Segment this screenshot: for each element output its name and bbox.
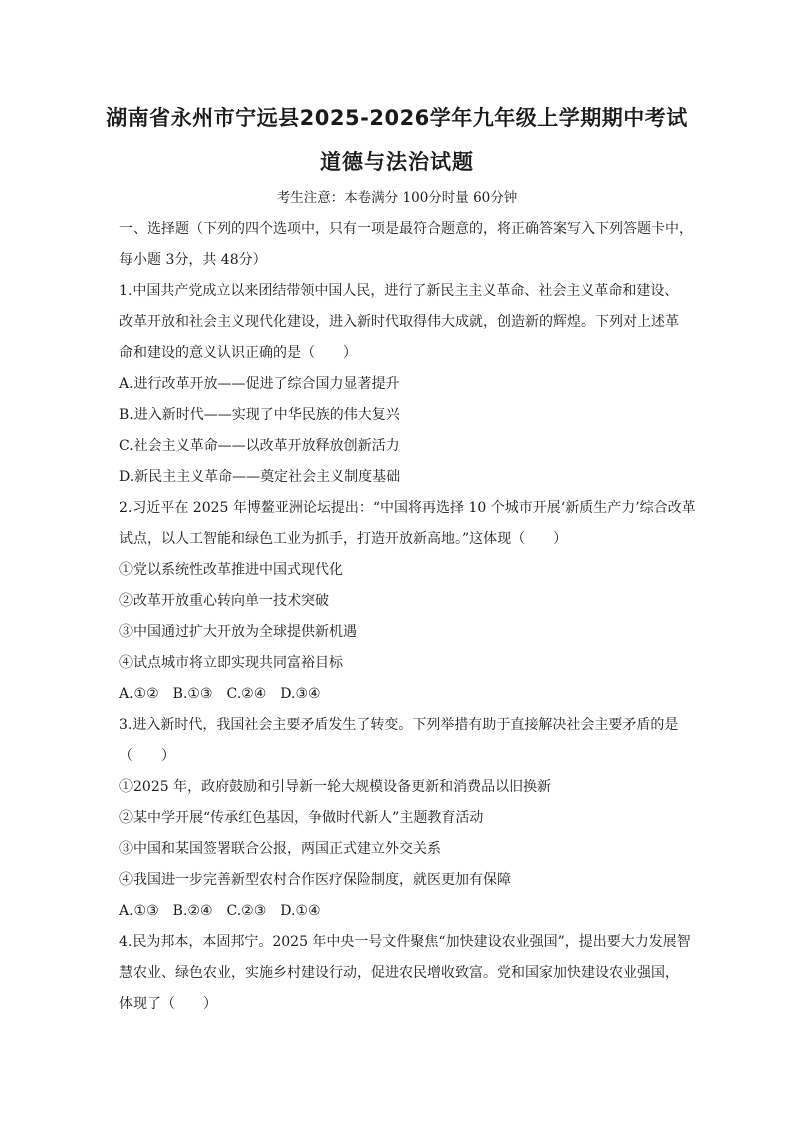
- question-2-options: A.①② B.①③ C.②④ D.③④: [119, 686, 321, 702]
- question-1-stem: 命和建设的意义认识正确的是（ ）: [119, 345, 357, 361]
- question-4-stem: 体现了（ ）: [119, 996, 217, 1012]
- question-2-stem: 试点，以人工智能和绿色工业为抓手，打造开放新高地。”这体现（ ）: [119, 531, 568, 547]
- question-3-options: A.①③ B.②④ C.②③ D.①④: [119, 903, 321, 919]
- question-3-statement: ④我国进一步完善新型农村合作医疗保险制度，就医更加有保障: [119, 872, 511, 888]
- question-3-statement: ②某中学开展“传承红色基因，争做时代新人”主题教育活动: [119, 810, 484, 826]
- question-1-option-c: C.社会主义革命——以改革开放释放创新活力: [119, 438, 400, 454]
- question-3-statement: ③中国和某国签署联合公报，两国正式建立外交关系: [119, 841, 441, 857]
- question-3-stem: （ ）: [119, 748, 175, 764]
- question-4-stem: 慧农业、绿色农业，实施乡村建设行动，促进农民增收致富。党和国家加快建设农业强国，: [119, 965, 679, 981]
- exam-subtitle: 道德与法治试题: [320, 150, 474, 174]
- question-2-statement: ②改革开放重心转向单一技术突破: [119, 593, 329, 609]
- question-1-stem: 改革开放和社会主义现代化建设，进入新时代取得伟大成就，创造新的辉煌。下列对上述革: [119, 314, 679, 330]
- section-heading: 一、选择题（下列的四个选项中，只有一项是最符合题意的，将正确答案写入下列答题卡中，: [119, 221, 693, 237]
- question-1-option-d: D.新民主主义革命——奠定社会主义制度基础: [119, 469, 401, 485]
- question-1-option-a: A.进行改革开放——促进了综合国力显著提升: [119, 376, 400, 392]
- candidate-notice: 考生注意：本卷满分 100分时量 60分钟: [276, 190, 518, 206]
- question-2-statement: ④试点城市将立即实现共同富裕目标: [119, 655, 343, 671]
- question-1-option-b: B.进入新时代——实现了中华民族的伟大复兴: [119, 407, 400, 423]
- exam-body: [119, 214, 696, 1020]
- question-2-statement: ③中国通过扩大开放为全球提供新机遇: [119, 624, 357, 640]
- exam-title: 湖南省永州市宁远县2025-2026学年九年级上学期期中考试: [106, 106, 688, 130]
- question-3-statement: ①2025 年，政府鼓励和引导新一轮大规模设备更新和消费品以旧换新: [119, 779, 552, 795]
- question-2-stem: 2.习近平在 2025 年博鳌亚洲论坛提出：“中国将再选择 10 个城市开展‘新质生产力’综合改革: [119, 500, 696, 516]
- question-1-stem: 1.中国共产党成立以来团结带领中国人民，进行了新民主主义革命、社会主义革命和建设、: [119, 283, 679, 299]
- section-heading-cont: 每小题 3分，共 48分）: [119, 252, 267, 268]
- question-3-stem: 3.进入新时代，我国社会主要矛盾发生了转变。下列举措有助于直接解决社会主要矛盾的是: [119, 717, 679, 733]
- question-2-statement: ①党以系统性改革推进中国式现代化: [119, 562, 343, 578]
- question-4-stem: 4.民为邦本，本固邦宁。2025 年中央一号文件聚焦“加快建设农业强国”，提出要大力发展智: [119, 934, 691, 950]
